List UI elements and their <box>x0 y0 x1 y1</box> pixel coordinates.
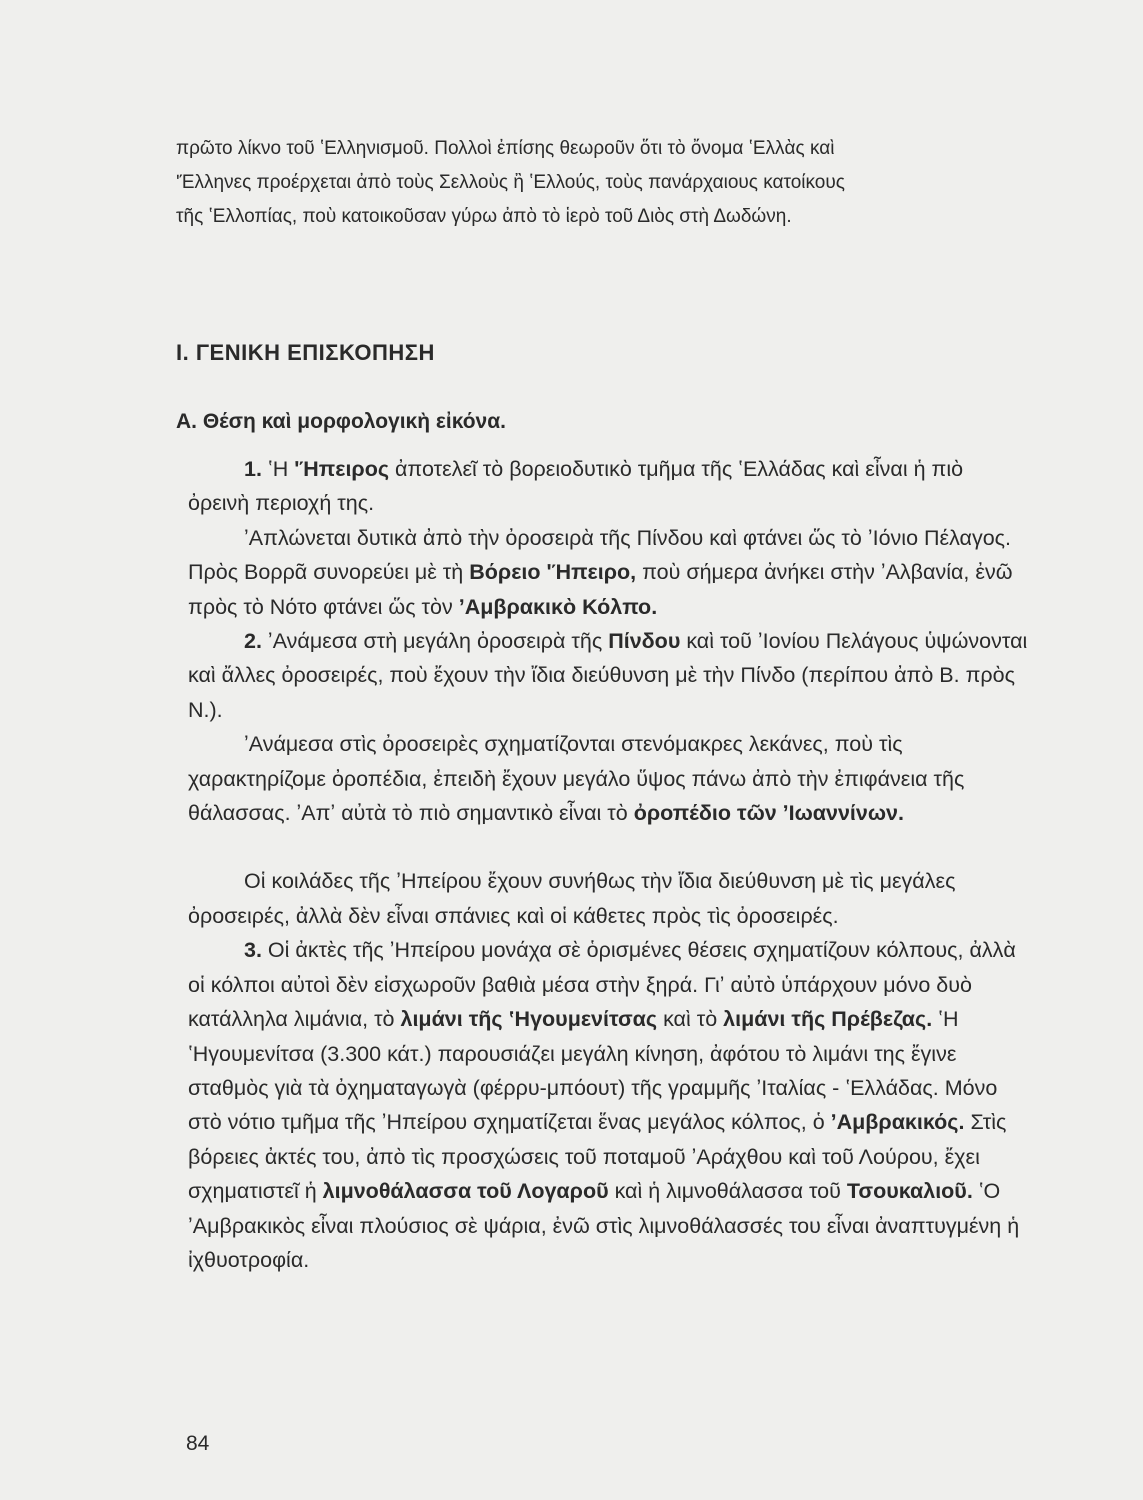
term-logarou-lagoon: λιμνοθάλασσα τοῦ Λογαροῦ <box>322 1179 609 1204</box>
paragraph-4: ʼΑνάμεσα στὶς ὀροσειρὲς σχηματίζονται στενόμακρες λεκάνες, ποὺ τὶς χαρακτηρίζομε ὀροπέδια, ἐπειδὴ ἔχουν μεγάλο ὕψος πάνω ἀπὸ τὴν ἐπιφάνεια τῆς θάλασσας. ʼΑπʼ αὐτὰ τὸ πιὸ σημαντικὸ εἶναι τὸ ὀροπέδιο τῶν ʼΙωαννίνων. <box>188 732 965 826</box>
intro-line: πρῶτο λίκνο τοῦ ʽΕλληνισμοῦ. Πολλοὶ ἐπίσης θεωροῦν ὅτι τὸ ὄνομα ʽΕλλὰς καὶ <box>176 138 835 159</box>
term-tsoukalio: Τσουκαλιοῦ. <box>846 1179 973 1204</box>
term-epirus: ʹΉπειρος <box>294 457 390 481</box>
subsection-heading: Α. Θέση καὶ μορφολογικὴ εἰκόνα. <box>176 410 506 433</box>
item-number: 1. <box>244 457 262 481</box>
term-igoumenitsa-port: λιμάνι τῆς ʽΗγουμενίτσας <box>400 1007 658 1032</box>
body-text <box>188 452 1030 1277</box>
item-number: 3. <box>244 938 262 963</box>
paragraph-5: Οἱ κοιλάδες τῆς ʼΗπείρου ἔχουν συνήθως τὴν ἴδια διεύθυνση μὲ τὶς μεγάλες ὀροσειρές, ἀλλὰ δὲν εἶναι σπάνιες καὶ οἱ κάθετες πρὸς τὶς ὀροσειρές. <box>188 869 956 928</box>
paragraph-3: 2. ʼΑνάμεσα στὴ μεγάλη ὀροσειρὰ τῆς Πίνδου καὶ τοῦ ʼΙονίου Πελάγους ὑψώνονται καὶ ἄλλες ὀροσειρές, ποὺ ἔχουν τὴν ἴδια διεύθυνση μὲ τὴν Πίνδο (περίπου ἀπὸ Β. πρὸς Ν.). <box>188 629 1028 722</box>
intro-paragraph <box>176 132 1036 234</box>
term-northern-epirus: Βόρειο ʹΉπειρο, <box>469 560 637 585</box>
page-number: 84 <box>186 1432 210 1455</box>
term-ambracian: ʼΑμβρακικός. <box>830 1110 965 1135</box>
term-ambracian-gulf: ʼΑμβρακικὸ Κόλπο. <box>458 594 658 619</box>
intro-line: τῆς ʽΕλλοπίας, ποὺ κατοικοῦσαν γύρω ἀπὸ τὸ ἱερὸ τοῦ Διὸς στὴ Δωδώνη. <box>176 206 792 227</box>
term-preveza-port: λιμάνι τῆς Πρέβεζας. <box>723 1007 933 1032</box>
paragraph-2: ʼΑπλώνεται δυτικὰ ἀπὸ τὴν ὀροσειρὰ τῆς Πίνδου καὶ φτάνει ὥς τὸ ʼΙόνιο Πέλαγος. Πρὸς Βορρᾶ συνορεύει μὲ τὴ Βόρειο ʹΉπειρο, ποὺ σήμερα ἀνήκει στὴν ʼΑλβανία, ἐνῶ πρὸς τὸ Νότο φτάνει ὥς τὸν ʼΑμβρακικὸ Κόλπο. <box>188 525 1013 619</box>
paragraph-6: 3. Οἱ ἀκτὲς τῆς ʼΗπείρου μονάχα σὲ ὁρισμένες θέσεις σχηματίζουν κόλπους, ἀλλὰ οἱ κόλποι αὐτοὶ δὲν εἰσχωροῦν βαθιὰ μέσα στὴν ξηρά. Γιʼ αὐτὸ ὑπάρχουν μόνο δυὸ κατάλληλα λιμάνια, τὸ λιμάνι τῆς ʽΗγουμενίτσας καὶ τὸ λιμάνι τῆς Πρέβεζας. ʽΗ ʽΗγουμενίτσα (3.300 κάτ.) παρουσιάζει μεγάλη κίνηση, ἀφότου τὸ λιμάνι της ἔγινε σταθμὸς γιὰ τὰ ὀχηματαγωγὰ (φέρρυ-μπόουτ) τῆς γραμμῆς ʼΙταλίας - ʽΕλλάδας. Μόνο στὸ νότιο τμῆμα τῆς ʼΗπείρου σχηματίζεται ἕνας μεγάλος κόλπος, ὁ ʼΑμβρακικός. Στὶς βόρειες ἀκτές του, ἀπὸ τὶς προσχώσεις τοῦ ποταμοῦ ʼΑράχθου καὶ τοῦ Λούρου, ἔχει σχηματιστεῖ ἡ λιμνοθάλασσα τοῦ Λογαροῦ καὶ ἡ λιμνοθάλασσα τοῦ Τσουκαλιοῦ. ʽΟ ʼΑμβρακικὸς εἶναι πλούσιος σὲ ψάρια, ἐνῶ στὶς λιμνοθάλασσές του εἶναι ἀναπτυγμένη ἡ ἰχθυοτροφία. <box>188 938 1020 1272</box>
section-heading: Ι. ΓΕΝΙΚΗ ΕΠΙΣΚΟΠΗΣΗ <box>176 340 435 365</box>
paragraph-1: 1. ʽΗ ʹΉπειρος ἀποτελεῖ τὸ βορειοδυτικὸ τμῆμα τῆς ʽΕλλάδας καὶ εἶναι ἡ πιὸ ὀρεινὴ περιοχή της. <box>188 457 964 516</box>
item-number: 2. <box>244 629 262 654</box>
intro-line: ʹΈλληνες προέρχεται ἀπὸ τοὺς Σελλοὺς ἢ ʽΕλλούς, τοὺς πανάρχαιους κατοίκους <box>176 172 845 193</box>
term-ioannina-plateau: ὀροπέδιο τῶν ʼΙωαννίνων. <box>633 801 904 826</box>
term-pindus: Πίνδου <box>608 629 681 654</box>
